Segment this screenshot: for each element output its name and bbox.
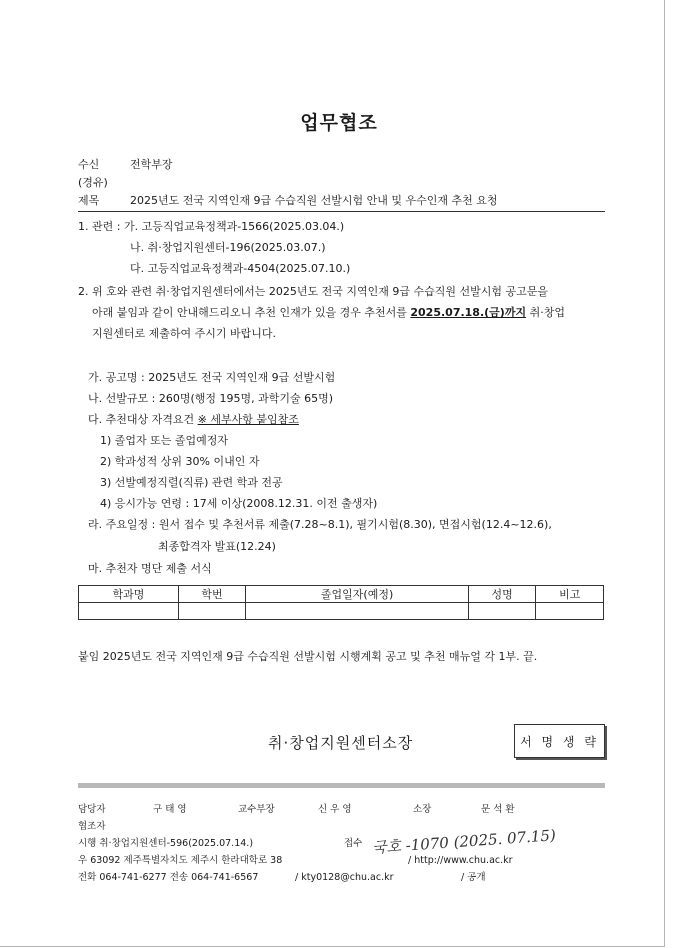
para2-line2-pre: 아래 붙임과 같이 안내해드리오니 추천 인재가 있을 경우 추천서를 bbox=[92, 306, 407, 319]
website: / http://www.chu.ac.kr bbox=[408, 855, 513, 866]
recommendation-form-table bbox=[78, 585, 604, 620]
para2-line2-post: 취·창업 bbox=[529, 306, 565, 319]
para2-line2 bbox=[92, 306, 565, 320]
sender-title: 취·창업지원센터소장 bbox=[268, 734, 414, 752]
submission-deadline: 2025.07.18.(금)까지 bbox=[410, 306, 527, 319]
eligibility-label: 다. 추천대상 자격요건 bbox=[88, 413, 195, 426]
recipient-label: 수신 bbox=[78, 158, 100, 171]
para2-line1: 2. 위 호와 관련 취·창업지원센터에서는 2025년도 전국 지역인재 9급 수습직원 선발시험 공고문을 bbox=[78, 285, 548, 298]
item-scale: 나. 선발규모 : 260명(행정 195명, 과학기술 65명) bbox=[88, 392, 334, 405]
header-divider bbox=[78, 211, 605, 212]
email: / kty0128@chu.ac.kr bbox=[295, 872, 394, 883]
staff-label: 담당자 bbox=[78, 804, 106, 815]
table-header-cell: 학과명 bbox=[79, 586, 179, 603]
item-eligibility bbox=[88, 413, 299, 427]
attachment-line: 붙임 2025년도 전국 지역인재 9급 수습직원 선발시험 시행계획 공고 및 추천 매뉴얼 각 1부. 끝. bbox=[78, 650, 538, 663]
subject-value: 2025년도 전국 지역인재 9급 수습직원 선발시험 안내 및 우수인재 추천 요청 bbox=[130, 194, 498, 207]
staff-name: 구 태 영 bbox=[153, 804, 187, 815]
receipt-handwritten-number: 국호 -1070 (2025. 07.15) bbox=[371, 826, 557, 857]
public-status: / 공개 bbox=[461, 872, 486, 883]
signature-omitted-box: 서 명 생 략 bbox=[514, 724, 605, 758]
cooperator-label: 협조자 bbox=[78, 821, 106, 832]
table-row bbox=[79, 603, 604, 620]
recipient-value: 전학부장 bbox=[130, 158, 173, 171]
item-form: 마. 추천자 명단 제출 서식 bbox=[88, 562, 212, 575]
director-label: 소장 bbox=[413, 804, 432, 815]
requirement-3: 3) 선발예정직렬(직류) 관련 학과 전공 bbox=[100, 476, 283, 489]
requirement-1: 1) 졸업자 또는 졸업예정자 bbox=[100, 434, 229, 447]
receipt-label: 접수 bbox=[344, 838, 363, 849]
subject-label: 제목 bbox=[78, 194, 100, 207]
requirement-2: 2) 학과성적 상위 30% 이내인 자 bbox=[100, 455, 260, 468]
item-schedule-line2: 최종합격자 발표(12.24) bbox=[158, 540, 276, 553]
enforcement-number: 시행 취·창업지원센터-596(2025.07.14.) bbox=[78, 838, 254, 849]
table-header-cell: 학번 bbox=[178, 586, 246, 603]
item-schedule-line1: 라. 주요일정 : 원서 접수 및 추천서류 제출(7.28~8.1), 필기시험(8.30), 면접시험(12.4~12.6), bbox=[88, 518, 552, 531]
related-item-c: 다. 고등직업교육정책과-4504(2025.07.10.) bbox=[130, 262, 351, 275]
table-cell bbox=[468, 603, 536, 620]
table-cell bbox=[178, 603, 246, 620]
table-cell bbox=[246, 603, 469, 620]
director-name: 문 석 환 bbox=[481, 804, 515, 815]
table-header-cell: 비고 bbox=[536, 586, 604, 603]
related-item-b: 나. 취·창업지원센터-196(2025.03.07.) bbox=[130, 241, 326, 254]
table-header-cell: 졸업일자(예정) bbox=[246, 586, 469, 603]
related-item-a: 1. 관련 : 가. 고등직업교육정책과-1566(2025.03.04.) bbox=[78, 220, 345, 233]
professor-name: 신 우 영 bbox=[318, 804, 352, 815]
professor-label: 교수부장 bbox=[238, 804, 275, 815]
document-title: 업무협조 bbox=[300, 112, 378, 134]
table-cell bbox=[536, 603, 604, 620]
eligibility-note: ※ 세부사항 붙임참조 bbox=[197, 413, 299, 426]
postal-address: 우 63092 제주특별자치도 제주시 한라대학로 38 bbox=[78, 855, 283, 866]
via-label: (경유) bbox=[78, 176, 108, 189]
para2-line3: 지원센터로 제출하여 주시기 바랍니다. bbox=[92, 327, 277, 340]
footer-divider-bar bbox=[78, 783, 605, 788]
requirement-4: 4) 응시가능 연령 : 17세 이상(2008.12.31. 이전 출생자) bbox=[100, 497, 378, 510]
table-header-row bbox=[79, 586, 604, 603]
item-announcement: 가. 공고명 : 2025년도 전국 지역인재 9급 선발시험 bbox=[88, 371, 336, 384]
table-header-cell: 성명 bbox=[468, 586, 536, 603]
phone-fax: 전화 064-741-6277 전송 064-741-6567 bbox=[78, 872, 259, 883]
table-cell bbox=[79, 603, 179, 620]
